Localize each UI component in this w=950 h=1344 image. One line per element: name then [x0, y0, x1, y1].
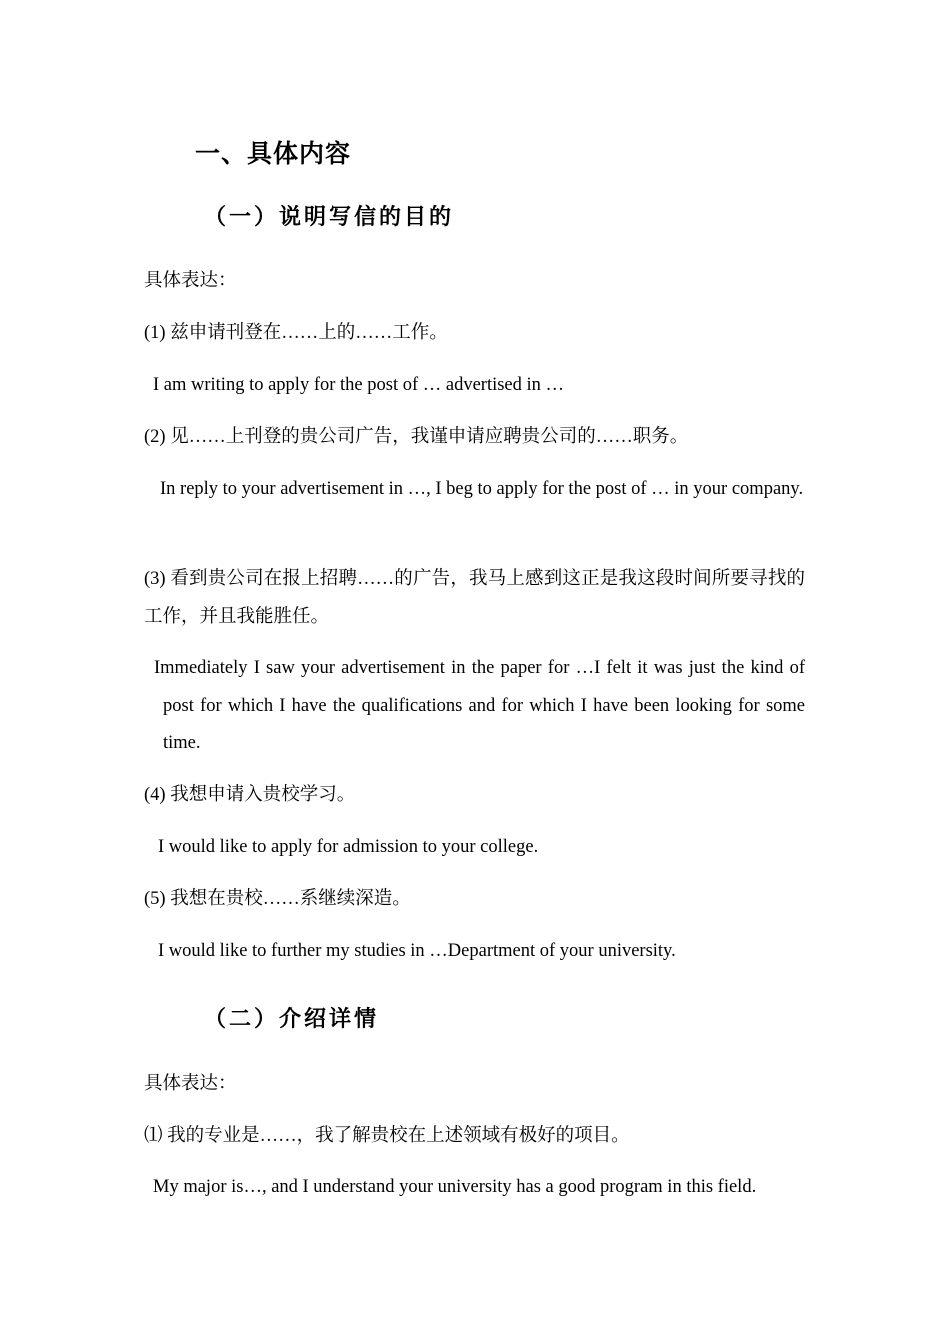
- section-2-title: （二）介绍详情: [204, 1007, 380, 1032]
- item-4-cn: (4) 我想申请入贵校学习。: [144, 785, 356, 805]
- item-3-en: Immediately I saw your advertisement in the paper for …I felt it was just the kind of post for which I have the qualifications and for which I have been looking for some time.: [154, 658, 805, 753]
- item-2-cn: (2) 见……上刊登的贵公司广告，我谨申请应聘贵公司的……职务。: [144, 427, 689, 447]
- main-heading: 一、具体内容: [195, 139, 352, 168]
- section-1-title: （一）说明写信的目的: [204, 205, 455, 230]
- item-5-en: I would like to further my studies in …Department of your university.: [158, 941, 676, 961]
- item-1-cn: (1) 兹申请刊登在……上的……工作。: [144, 323, 448, 343]
- section-1-intro: 具体表达：: [144, 271, 237, 291]
- item-2-en: In reply to your advertisement in …, I beg to apply for the post of … in your company.: [160, 479, 804, 499]
- item-4-en: I would like to apply for admission to your college.: [158, 837, 539, 857]
- s2-item-1-cn: ⑴ 我的专业是……，我了解贵校在上述领域有极好的项目。: [144, 1126, 630, 1146]
- item-3-cn: (3) 看到贵公司在报上招聘……的广告，我马上感到这正是我这段时间所要寻找的工作，并且我能胜任。: [144, 569, 805, 627]
- s2-item-1-en: My major is…, and I understand your university has a good program in this field.: [153, 1177, 757, 1197]
- item-5-cn: (5) 我想在贵校……系继续深造。: [144, 889, 411, 909]
- item-1-en: I am writing to apply for the post of … advertised in …: [153, 375, 565, 395]
- section-2-intro: 具体表达：: [144, 1074, 237, 1094]
